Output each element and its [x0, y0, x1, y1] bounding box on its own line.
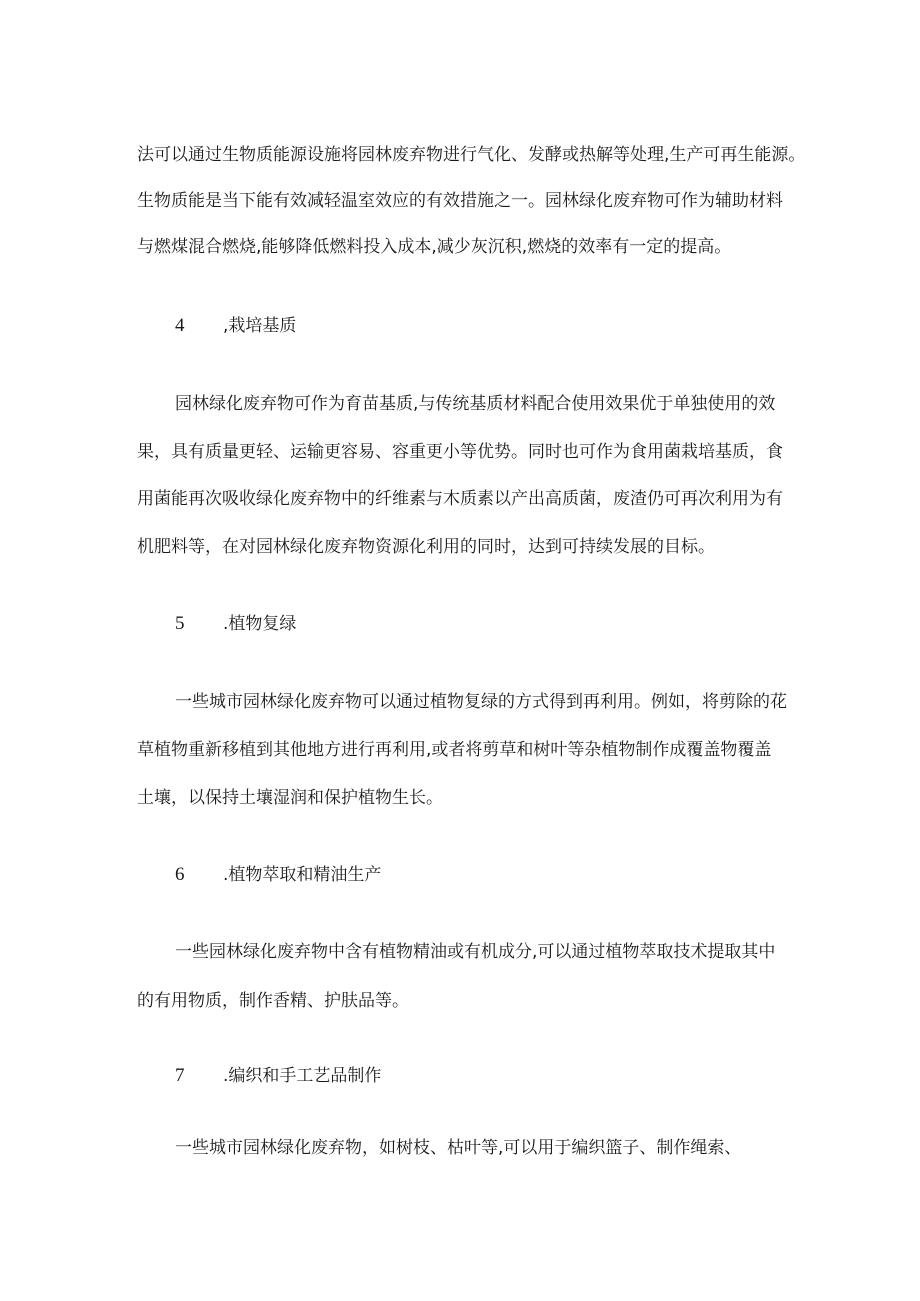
section-title: .植物复绿	[223, 614, 297, 634]
section-number: 5	[175, 613, 185, 634]
paragraph-line: 土壤，以保持土壤湿润和保护植物生长。	[137, 788, 443, 808]
paragraph-line: 的有用物质，制作香精、护肤品等。	[137, 991, 409, 1011]
paragraph-line: 园林绿化废弃物可作为育苗基质,与传统基质材料配合使用效果优于单独使用的效	[175, 394, 776, 414]
section-title: .编织和手工艺品制作	[223, 1066, 382, 1086]
section-heading	[175, 612, 296, 636]
section-number: 6	[175, 864, 185, 885]
section-title: .植物萃取和精油生产	[223, 865, 382, 885]
section-title: ,栽培基质	[223, 316, 297, 336]
paragraph-line: 一些城市园林绿化废弃物可以通过植物复绿的方式得到再利用。例如，将剪除的花	[175, 692, 787, 712]
paragraph-line: 一些城市园林绿化废弃物，如树枝、枯叶等,可以用于编织篮子、制作绳索、	[175, 1138, 742, 1158]
paragraph-line: 生物质能是当下能有效减轻温室效应的有效措施之一。园林绿化废弃物可作为辅助材料	[137, 191, 783, 211]
paragraph-line: 与燃煤混合燃烧,能够降低燃料投入成本,减少灰沉积,燃烧的效率有一定的提高。	[137, 237, 732, 257]
section-number: 4	[175, 315, 185, 336]
paragraph-line: 果，具有质量更轻、运输更容易、容重更小等优势。同时也可作为食用菌栽培基质，食	[137, 442, 783, 462]
section-heading	[175, 863, 381, 887]
section-number: 7	[175, 1065, 185, 1086]
paragraph-line: 草植物重新移植到其他地方进行再利用,或者将剪草和树叶等杂植物制作成覆盖物覆盖	[137, 740, 772, 760]
paragraph-line: 机肥料等，在对园林绿化废弃物资源化利用的同时，达到可持续发展的目标。	[137, 537, 715, 557]
section-heading	[175, 314, 296, 338]
section-heading	[175, 1064, 381, 1088]
paragraph-line: 用菌能再次吸收绿化废弃物中的纤维素与木质素以产出高质菌，废渣仍可再次利用为有	[137, 489, 783, 509]
paragraph-line: 法可以通过生物质能源设施将园林废弃物进行气化、发酵或热解等处理,生产可再生能源。	[137, 145, 806, 165]
paragraph-line: 一些园林绿化废弃物中含有植物精油或有机成分,可以通过植物萃取技术提取其中	[175, 942, 776, 962]
